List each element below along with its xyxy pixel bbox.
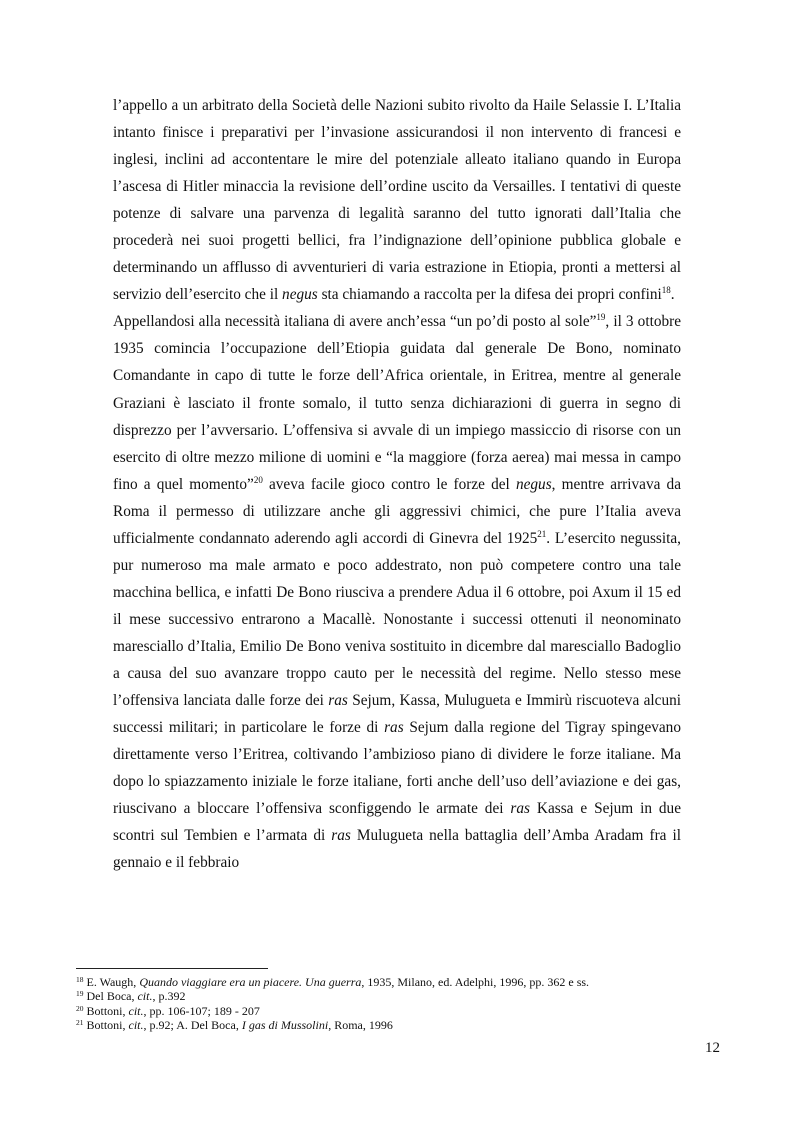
italic-term: negus (282, 286, 318, 304)
footnote-title: I gas di Mussolini (241, 1018, 329, 1033)
text-run: . L’esercito negussita, pur numeroso ma male armato e poco addestrato, non può competere contro una tale macchina bellica, e infatti De Bono riusciva a prendere Adua il 6 ottobre, poi Axum il 15 ed il mese successivo entrarono a Macallè. Nonostante i successi ottenuti il neonominato maresciallo d’Italia, Emilio De Bono veniva sostituito in dicembre dal maresciallo Badoglio a causa del suo avanzare troppo cauto per le necessità del regime. Nello stesso mese l’offensiva lanciata dalle forze dei (113, 529, 681, 710)
italic-term: ras (328, 692, 348, 710)
footnote-number: 19 (76, 989, 84, 999)
footnote-ref-21[interactable]: 21 (537, 528, 547, 539)
footnote-title: Quando viaggiare era un piacere. Una guerra (139, 975, 362, 989)
italic-term: ras (331, 827, 351, 845)
paragraph-2 (113, 308, 681, 876)
text-run: , il 3 ottobre 1935 comincia l’occupazione dell’Etiopia guidata dal generale De Bono, nominato Comandante in capo di tutte le forze dell’Africa orientale, in Eritrea, mentre al generale Graziani è lasciato il fronte somalo, il tutto senza dichiarazioni di guerra in segno di disprezzo per l’avversario. L’offensiva si avvale di un impiego massiccio di risorse con un esercito di oltre mezzo milione di uomini e “la maggiore (forza aerea) mai messa in campo fino a quel momento” (113, 313, 681, 493)
footnote-ref-19[interactable]: 19 (596, 312, 606, 323)
footnote-18 (76, 975, 716, 989)
footnote-text: , p.92; A. Del Boca, (143, 1018, 242, 1033)
footnote-text: , Roma, 1996 (328, 1018, 393, 1033)
footnotes (76, 975, 716, 1033)
footnote-text: , 1935, Milano, ed. Adelphi, 1996, pp. 362 e ss. (361, 975, 590, 989)
page-number: 12 (705, 1040, 720, 1056)
footnote-19 (76, 989, 716, 1003)
text-run: , mentre arrivava da Roma il permesso di utilizzare anche gli aggressivi chimici, che pure l’Italia aveva ufficialmente condannato aderendo agli accordi di Ginevra del 1925 (113, 475, 681, 547)
footnote-text: Bottoni, (83, 1003, 129, 1018)
footnote-title: cit. (128, 1018, 144, 1033)
text-run: aveva facile gioco contro le forze del (262, 475, 516, 493)
italic-term: negus (515, 475, 552, 493)
footnote-number: 18 (76, 975, 84, 984)
footnote-title: cit. (128, 1003, 144, 1018)
footnote-text: Del Boca, (83, 989, 138, 1004)
italic-term: ras (384, 719, 404, 737)
text-run: Mulugueta nella battaglia dell’Amba Aradam fra il gennaio e il febbraio (113, 827, 681, 872)
text-run: . (670, 286, 675, 304)
text-run: Sejum dalla regione del Tigray spingevano direttamente verso l’Eritrea, coltivando l’ambizioso piano di dividere le forze italiane. Ma dopo lo spiazzamento iniziale le forze italiane, forti anche dell’uso dell’aviazione e dei gas, riuscivano a bloccare l’offensiva sconfiggendo le armate dei (113, 719, 681, 818)
footnote-ref-18[interactable]: 18 (661, 285, 671, 296)
footnote-21 (76, 1018, 716, 1032)
footnote-text: E. Waugh, (83, 975, 140, 989)
footnote-title: cit. (137, 989, 153, 1004)
text-run: Kassa e Sejum in due scontri sul Tembien e l’armata di (113, 800, 681, 845)
footnote-ref-20[interactable]: 20 (253, 474, 263, 485)
text-run: sta chiamando a raccolta per la difesa dei propri confini (317, 286, 662, 304)
footnote-separator (76, 968, 268, 969)
footnote-text: Bottoni, (83, 1018, 129, 1033)
footnote-number: 21 (76, 1018, 84, 1028)
body-text (113, 92, 681, 876)
italic-term: ras (510, 800, 530, 818)
paragraph-1 (113, 92, 681, 308)
footnote-20 (76, 1004, 716, 1018)
text-run: l’appello a un arbitrato della Società delle Nazioni subito rivolto da Haile Selassie I. L’Italia intanto finisce i preparativi per l’invasione assicurandosi il non intervento di francesi e inglesi, inclini ad accontentare le mire del potenziale alleato italiano quando in Europa l’ascesa di Hitler minaccia la revisione dell’ordine uscito da Versailles. I tentativi di queste potenze di salvare una parvenza di legalità saranno del tutto ignorati dall’Italia che procederà nei suoi progetti bellici, fra l’indignazione dell’opinione pubblica globale e determinando un afflusso di avventurieri di varia estrazione in Etiopia, pronti a mettersi al servizio dell’esercito che il (113, 97, 681, 304)
footnote-text: , p.392 (152, 989, 186, 1004)
footnote-number: 20 (76, 1003, 84, 1013)
footnote-text: , pp. 106-107; 189 - 207 (143, 1003, 260, 1018)
text-run: Sejum, Kassa, Mulugueta e Immirù riscuoteva alcuni successi militari; in particolare le forze di (113, 692, 681, 737)
text-run: Appellandosi alla necessità italiana di avere anch’essa “un po’di posto al sole” (113, 313, 597, 331)
